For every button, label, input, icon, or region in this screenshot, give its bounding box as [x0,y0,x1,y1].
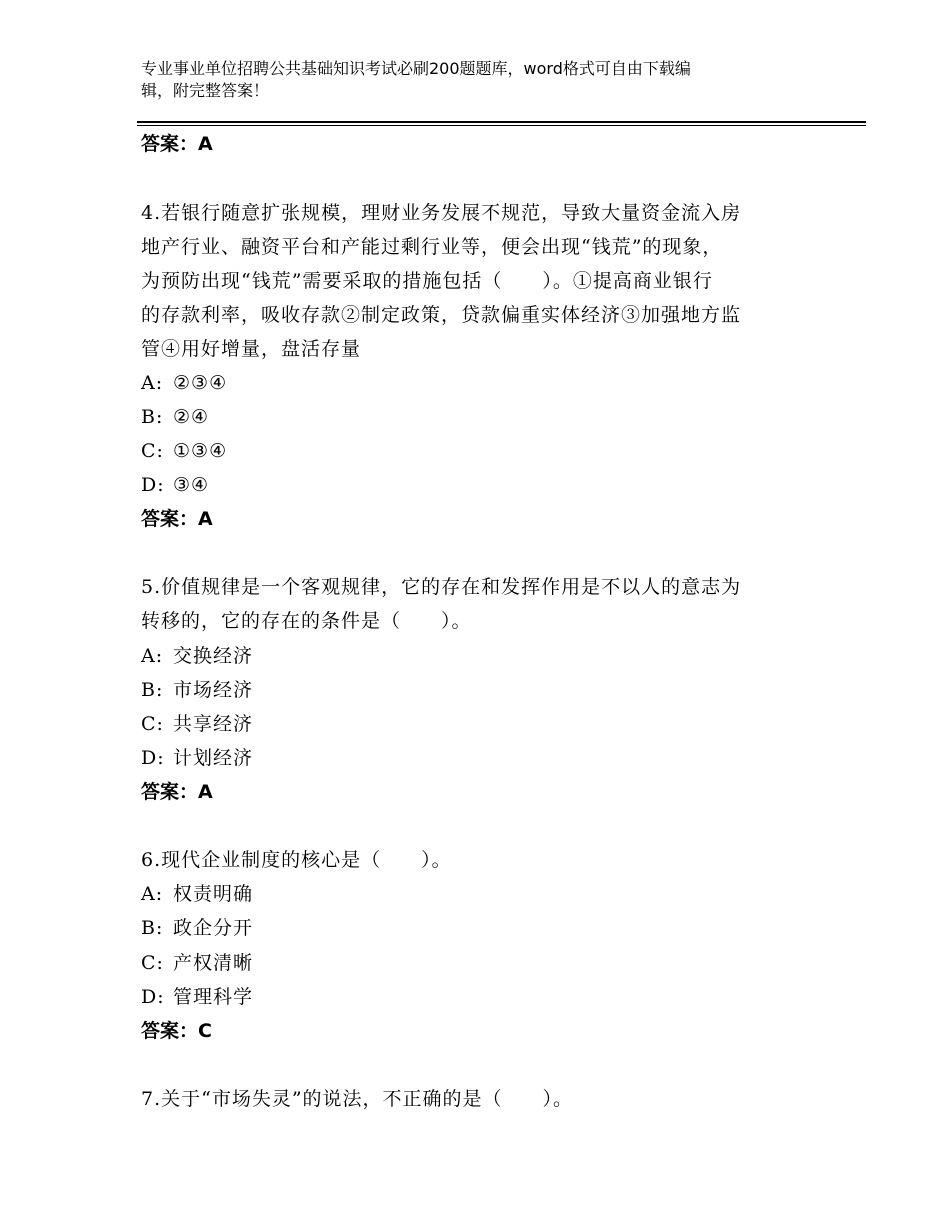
q4-option-b [141,405,209,429]
q4-answer: 答案：A [141,508,213,530]
option-label: A: [141,883,164,905]
option-label: D: [141,747,165,769]
header-rule-thin [137,125,866,126]
q5-option-a [141,644,253,668]
q5-option-b [141,678,253,702]
header-line-2: 辑，附完整答案！ [141,81,270,100]
q4-stem-line-1: 4.若银行随意扩张规模，理财业务发展不规范，导致大量资金流入房 [141,202,742,224]
q5-answer: 答案：A [141,781,213,803]
option-text: ②④ [173,406,210,428]
q4-option-d [141,473,209,497]
q5-option-c [141,712,253,736]
option-text: 市场经济 [173,679,254,701]
option-text: ①③④ [173,440,228,462]
q6-option-a [141,882,253,906]
option-label: B: [141,917,164,939]
option-text: 计划经济 [173,747,254,769]
option-label: C: [141,713,164,735]
option-text: 权责明确 [173,883,254,905]
q6-option-b [141,916,253,940]
option-label: C: [141,440,164,462]
option-text: 交换经济 [173,645,254,667]
option-label: D: [141,474,165,496]
header-rule [137,121,866,123]
option-label: D: [141,986,165,1008]
q4-stem-line-2: 地产行业、融资平台和产能过剩行业等，便会出现“钱荒”的现象， [141,236,723,258]
option-label: B: [141,406,164,428]
option-label: A: [141,645,164,667]
q5-stem-line-2: 转移的，它的存在的条件是（ ）。 [141,610,472,632]
q5-stem-line-1: 5.价值规律是一个客观规律，它的存在和发挥作用是不以人的意志为 [141,576,742,598]
header-line-1: 专业事业单位招聘公共基础知识考试必刷200题题库，word格式可自由下载编 [141,59,691,78]
option-text: 政企分开 [173,917,254,939]
option-text: 共享经济 [173,713,254,735]
option-label: B: [141,679,164,701]
answer-prev: 答案：A [141,133,213,155]
q4-stem-line-3: 为预防出现“钱荒”需要采取的措施包括（ ）。①提高商业银行 [141,270,713,292]
q6-stem-line-1: 6.现代企业制度的核心是（ ）。 [141,849,452,871]
page-header [141,58,791,102]
q4-option-a [141,371,227,395]
option-label: A: [141,372,164,394]
option-label: C: [141,952,164,974]
q6-answer: 答案：C [141,1020,212,1042]
q7-stem-line-1: 7.关于“市场失灵”的说法，不正确的是（ ）。 [141,1088,574,1110]
q4-option-c [141,439,227,463]
option-text: ③④ [173,474,210,496]
option-text: 产权清晰 [173,952,254,974]
q4-stem-line-4: 的存款利率，吸收存款②制定政策，贷款偏重实体经济③加强地方监 [141,304,742,326]
q4-stem-line-5: 管④用好增量，盘活存量 [141,338,362,360]
q5-option-d [141,746,253,770]
option-text: 管理科学 [173,986,254,1008]
q6-option-c [141,951,253,975]
q6-option-d [141,985,253,1009]
option-text: ②③④ [173,372,228,394]
